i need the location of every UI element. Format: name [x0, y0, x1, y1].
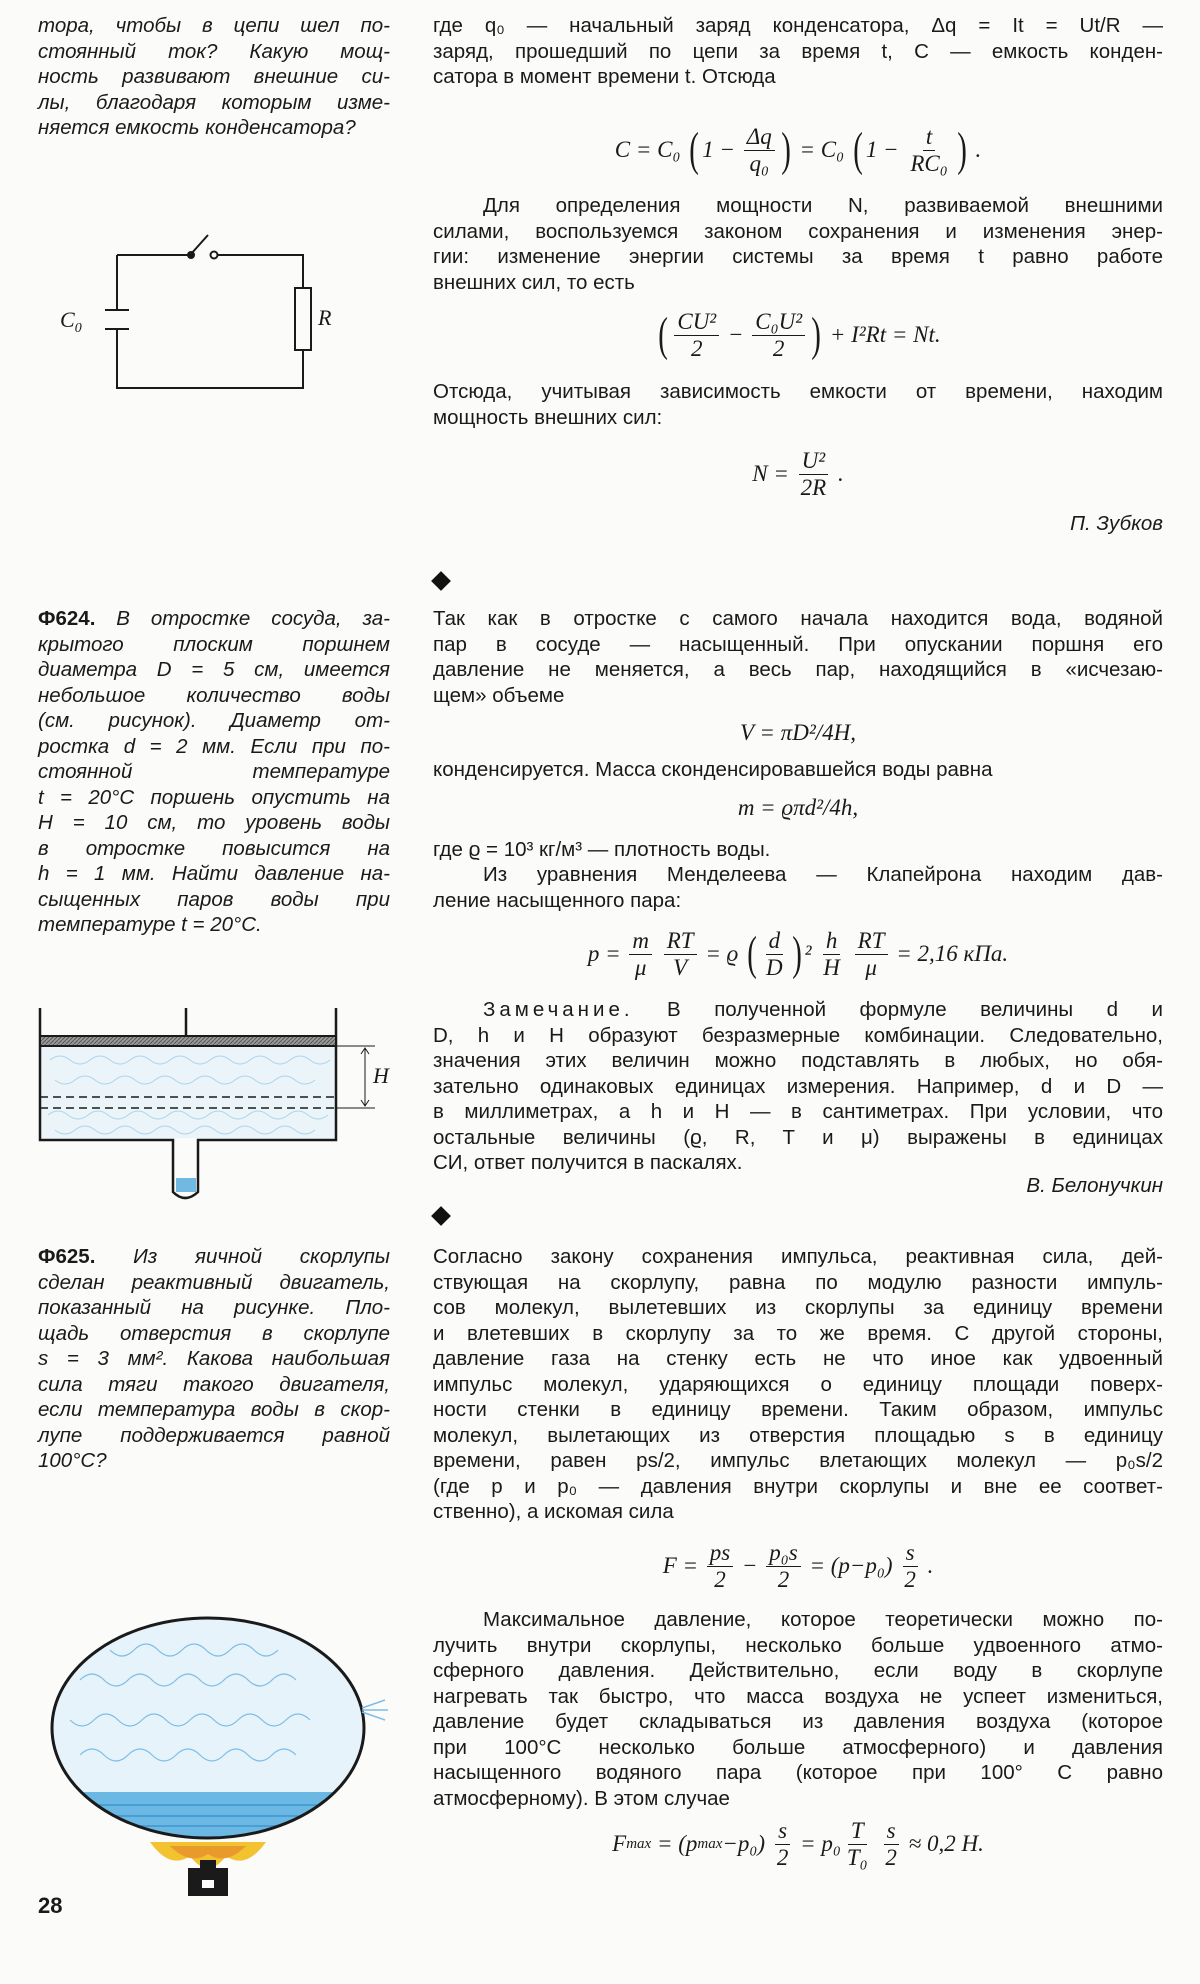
solution-f624-p1 — [433, 606, 1163, 708]
fraction-numerator: d — [766, 928, 784, 955]
line-text: нагревать так быстро, что масса воздуха не успеет измениться, — [433, 1684, 1163, 1708]
text-line — [38, 90, 390, 116]
formula-paren: ) — [791, 927, 802, 980]
formula-paren: ( — [658, 308, 669, 361]
line-text: 100°C? — [38, 1449, 107, 1472]
section-diamond-icon — [431, 1206, 451, 1226]
text-line — [433, 1607, 1163, 1633]
line-text: показанный на рисунке. Пло- — [38, 1296, 390, 1319]
formula-fraction — [820, 928, 843, 981]
formula-max-force — [433, 1816, 1163, 1872]
fraction-numerator: CU² — [674, 309, 719, 336]
line-text: где ϱ = 10³ кг/м³ — плотность воды. — [433, 838, 771, 861]
formula-fraction — [774, 1818, 792, 1871]
solution-f624-p4 — [433, 862, 1163, 913]
formula-text: + I²Rt = Nt. — [824, 322, 941, 347]
fraction-numerator: T — [848, 1818, 867, 1845]
line-text: D, h и H образуют безразмерные комбинации. Следовательно, — [433, 1023, 1163, 1047]
problem-f625 — [38, 1244, 390, 1474]
text-line — [38, 1448, 390, 1474]
text-line — [433, 39, 1163, 65]
line-text: стоянной температуре — [38, 760, 390, 783]
line-text: Отсюда, учитывая зависимость емкости от времени, находим — [433, 380, 1163, 403]
line-text: лы, благодаря которым изме- — [38, 90, 390, 114]
line-text: гии: изменение энергии системы за время t равно работе — [433, 245, 1163, 268]
formula-fraction — [844, 1818, 871, 1871]
text-line — [38, 115, 390, 141]
formula-paren: ( — [853, 123, 863, 176]
fraction-numerator: s — [903, 1540, 918, 1567]
formula-text: = (p−p₀) — [803, 1553, 899, 1578]
formula-fraction — [707, 1540, 733, 1593]
text-line — [433, 1786, 1163, 1812]
switch-pivot — [187, 251, 195, 259]
fraction-numerator: RT — [664, 928, 697, 955]
text-line — [433, 1397, 1163, 1423]
line-text: h = 1 мм. Найти давление на- — [38, 862, 390, 885]
text-line — [38, 1372, 390, 1398]
text-line — [433, 657, 1163, 683]
page-number: 28 — [38, 1893, 63, 1918]
formula-fraction — [798, 448, 830, 501]
text-line — [38, 759, 390, 785]
line-text: В полученной формуле величины d и — [633, 998, 1163, 1021]
formula-text: . — [969, 137, 982, 162]
fraction-denominator: μ — [865, 954, 877, 980]
note-label: Замечание. — [483, 998, 634, 1021]
line-text: лупе поддерживается равной — [38, 1423, 390, 1447]
fraction-denominator: μ — [634, 954, 647, 980]
formula-volume — [433, 718, 1163, 748]
formula-text: . — [832, 461, 844, 486]
formula-paren: ) — [811, 308, 821, 361]
line-text: крытого плоским поршнем — [38, 632, 390, 656]
text-line — [433, 1709, 1163, 1735]
text-line — [433, 64, 1163, 90]
author-belonuchkin: В. Белонучкин — [1026, 1174, 1163, 1197]
line-text: сатора в момент времени t. Отсюда — [433, 65, 776, 88]
line-text: В отростке сосуда, за- — [95, 607, 390, 630]
formula-paren: ) — [780, 123, 791, 176]
line-text: и влетевших в скорлупу за то же время. С другой стороны, — [433, 1321, 1163, 1345]
formula-text: F = — [662, 1553, 704, 1578]
text-line — [433, 1048, 1163, 1074]
water-in-tube — [176, 1178, 196, 1192]
text-line — [433, 1099, 1163, 1125]
line-text: значения этих величин можно подставлять в любых, но обя- — [433, 1049, 1163, 1072]
fraction-denominator: D — [766, 954, 783, 980]
fraction-denominator: 2 — [772, 335, 785, 361]
line-text: сыщенных паров воды при — [38, 887, 390, 911]
line-text: няется емкость конденсатора? — [38, 116, 356, 139]
formula-text: F — [612, 1831, 627, 1856]
line-text: сов молекул, вылетевших из скорлупы за единицу времени — [433, 1296, 1163, 1319]
vapor-fill — [40, 1046, 335, 1138]
formula-text: 1 − — [702, 137, 741, 162]
formula-fraction — [855, 928, 888, 981]
text-line — [38, 1346, 390, 1372]
line-text: давление будет складываться из давления воздуха (которое — [433, 1710, 1163, 1733]
line-text: при 100°C несколько больше атмосферного) и давления — [433, 1735, 1163, 1759]
line-text: температуре t = 20°C. — [38, 913, 262, 936]
text-line — [433, 1735, 1163, 1761]
line-text: если температура воды в скор- — [38, 1398, 390, 1421]
burner — [188, 1860, 228, 1896]
fraction-denominator: T₀ — [846, 1844, 868, 1870]
text-line — [38, 13, 390, 39]
line-text: ростка d = 2 мм. Если при по- — [38, 734, 390, 758]
line-text: насыщенного водяного пара (которое при 100° C равно — [433, 1761, 1163, 1784]
text-line — [38, 912, 390, 938]
formula-text: = p₀ — [794, 1831, 841, 1856]
fraction-denominator: 2R — [800, 474, 827, 500]
formula-text: ² — [804, 941, 818, 966]
line-text: щем» объеме — [433, 683, 565, 707]
line-text: молекул, вылетающих из отверстия площадью s в единицу — [433, 1423, 1163, 1447]
formula-fraction — [664, 928, 697, 981]
line-text: импульс молекул, ударяющихся о единицу площади поверх- — [433, 1372, 1163, 1396]
line-text: конденсируется. Масса сконденсировавшейся воды равна — [433, 758, 993, 781]
circuit-wires — [117, 255, 303, 388]
text-line — [38, 708, 390, 734]
line-text: ность развивают внешние си- — [38, 65, 390, 88]
fraction-numerator: Δq — [744, 124, 775, 151]
text-line — [433, 1074, 1163, 1100]
line-text: сила тяги такого двигателя, — [38, 1372, 390, 1396]
prev-solution-p3 — [433, 379, 1163, 430]
formula-text: = 2,16 кПа. — [890, 941, 1009, 966]
fraction-numerator: C₀U² — [752, 309, 805, 336]
line-text: давление не меняется, а весь пар, находящийся в «исчезаю- — [433, 658, 1163, 681]
formula-mass — [433, 793, 1163, 823]
fraction-numerator: ps — [707, 1540, 733, 1567]
prev-problem-text — [38, 13, 390, 141]
text-line — [433, 13, 1163, 39]
text-line — [433, 1474, 1163, 1500]
problem-f624 — [38, 606, 390, 938]
text-line — [38, 39, 390, 65]
formula-text — [655, 941, 661, 967]
fraction-denominator: V — [673, 954, 688, 980]
line-text: (где p и p₀ — давления внутри скорлупы и вне ее соответ- — [433, 1474, 1163, 1498]
switch-contact — [211, 252, 218, 259]
text-line — [38, 657, 390, 683]
fraction-denominator: H — [823, 954, 840, 980]
formula-text: ≈ 0,2 Н. — [902, 1831, 984, 1856]
fraction-numerator: U² — [799, 448, 829, 475]
solution-f624-note — [433, 997, 1163, 1176]
line-text: t = 20°C поршень опустить на — [38, 785, 390, 809]
author-zubkov: П. Зубков — [1070, 512, 1163, 535]
text-line — [433, 997, 1163, 1023]
text-line — [433, 1633, 1163, 1659]
fraction-numerator: s — [775, 1818, 790, 1845]
text-line — [38, 810, 390, 836]
text-line — [433, 1270, 1163, 1296]
formula-text: = ϱ — [699, 941, 745, 966]
formula-text: − — [722, 322, 750, 347]
line-text: щадь отверстия в скорлупе — [38, 1321, 390, 1345]
fraction-denominator: 2 — [885, 1844, 897, 1870]
fraction-denominator: 2 — [777, 1566, 790, 1592]
line-text: силами, воспользуемся законом сохранения и изменения энер- — [433, 219, 1163, 243]
text-line — [433, 683, 1163, 709]
line-text: ление насыщенного пара: — [433, 888, 682, 912]
line-text: давление газа на стенку есть не что иное как удвоенный — [433, 1347, 1163, 1370]
text-line — [433, 1346, 1163, 1372]
text-line — [433, 1499, 1163, 1525]
egg-engine-diagram — [40, 1610, 390, 1900]
line-text: Так как в отростке с самого начала находится вода, водяной — [433, 607, 1163, 630]
line-text: H = 10 см, то уровень воды — [38, 811, 390, 834]
fraction-numerator: p₀s — [766, 1540, 800, 1567]
line-text: пар в сосуде — насыщенный. При опускании поршня его — [433, 632, 1163, 656]
line-text: в отростке повысится на — [38, 836, 390, 860]
formula-force — [433, 1538, 1163, 1594]
line-text: где q₀ — начальный заряд конденсатора, Δq = It = Ut/R — — [433, 14, 1163, 37]
solution-f625-p2 — [433, 1607, 1163, 1811]
section-diamond-icon — [431, 571, 451, 591]
text-line — [38, 1270, 390, 1296]
text-line — [38, 887, 390, 913]
text-line — [38, 632, 390, 658]
resistor — [295, 288, 311, 350]
steam-jet — [362, 1700, 388, 1720]
problem-number: Ф625. — [38, 1245, 96, 1268]
text-line — [38, 836, 390, 862]
line-text: сделан реактивный двигатель, — [38, 1270, 390, 1294]
line-text: Из уравнения Менделеева — Клапейрона находим дав- — [483, 863, 1163, 886]
text-line — [38, 1244, 390, 1270]
formula-text — [874, 1831, 880, 1857]
line-text: s = 3 мм². Какова наибольшая — [38, 1347, 390, 1370]
formula-text: 1 − — [865, 137, 905, 162]
text-line — [433, 1448, 1163, 1474]
formula-paren: ) — [956, 123, 967, 176]
formula-text: = (p — [651, 1831, 698, 1856]
formula-energy — [433, 307, 1163, 363]
formula-text: m = ϱπd²/4h, — [737, 795, 859, 820]
text-line — [433, 1244, 1163, 1270]
fraction-denominator: q₀ — [749, 150, 769, 176]
text-line — [433, 837, 1163, 863]
text-line — [433, 405, 1163, 431]
formula-text: = C₀ — [793, 137, 850, 162]
text-line — [38, 1397, 390, 1423]
fraction-numerator: s — [884, 1818, 899, 1845]
line-text: сферного давления. Действительно, если воду в скорлупе — [433, 1659, 1163, 1682]
text-line — [433, 1423, 1163, 1449]
height-label: H — [373, 1063, 389, 1088]
fraction-denominator: 2 — [776, 1844, 789, 1870]
formula-capacitance — [433, 122, 1163, 178]
line-text: ности стенки в единицу времени. Таким образом, импульс — [433, 1398, 1163, 1421]
formula-text: − — [736, 1553, 764, 1578]
formula-text: p = — [587, 941, 627, 966]
line-text: диаметра D = 5 см, имеется — [38, 658, 390, 681]
text-line — [38, 785, 390, 811]
line-text: Максимальное давление, которое теоретически можно по- — [483, 1608, 1163, 1631]
formula-subscript: max — [626, 1835, 652, 1852]
text-line — [433, 244, 1163, 270]
line-text: Для определения мощности N, развиваемой внешними — [483, 194, 1163, 217]
text-line — [433, 862, 1163, 888]
formula-paren: ( — [747, 927, 757, 980]
text-line — [433, 1295, 1163, 1321]
formula-paren: ( — [689, 123, 700, 176]
text-line — [38, 734, 390, 760]
line-text: ственно), а искомая сила — [433, 1500, 674, 1523]
formula-fraction — [744, 124, 775, 177]
formula-text: N = — [752, 461, 795, 486]
text-line — [433, 1023, 1163, 1049]
line-text: ствующая на скорлупу, равна по модулю разности импуль- — [433, 1270, 1163, 1294]
formula-text: V = πD²/4H, — [740, 720, 856, 745]
text-line — [38, 1295, 390, 1321]
prev-solution-p2 — [433, 193, 1163, 295]
piston — [40, 1036, 336, 1046]
text-line — [433, 1658, 1163, 1684]
fraction-numerator: t — [923, 124, 935, 151]
formula-power — [433, 446, 1163, 502]
line-text: зательно одинаковых единицах измерения. Например, d и D — — [433, 1074, 1163, 1098]
text-line — [433, 379, 1163, 405]
text-line — [433, 1684, 1163, 1710]
formula-text: . — [921, 1553, 934, 1578]
line-text: СИ, ответ получится в паскалях. — [433, 1151, 743, 1174]
text-line — [38, 64, 390, 90]
line-text: Согласно закону сохранения импульса, реактивная сила, дей- — [433, 1245, 1163, 1268]
text-line — [433, 888, 1163, 914]
text-line — [433, 1125, 1163, 1151]
formula-fraction — [752, 309, 805, 362]
formula-pressure — [433, 926, 1163, 982]
formula-fraction — [763, 928, 786, 981]
fraction-numerator: h — [823, 928, 841, 955]
fraction-denominator: 2 — [714, 1566, 726, 1592]
fraction-denominator: RC₀ — [910, 150, 948, 176]
solution-f625-p1 — [433, 1244, 1163, 1525]
vessel-diagram — [30, 1000, 400, 1205]
fraction-denominator: 2 — [691, 335, 703, 361]
line-text: внешних сил, то есть — [433, 270, 635, 294]
formula-text: −p₀) — [722, 1831, 771, 1856]
formula-fraction — [674, 309, 719, 362]
text-line — [433, 757, 1163, 783]
line-text: стоянный ток? Какую мощ- — [38, 39, 390, 63]
formula-fraction — [766, 1540, 800, 1593]
text-line — [433, 1150, 1163, 1176]
text-line — [38, 683, 390, 709]
capacitor-label: $C_0$ — [60, 307, 82, 336]
line-text: тора, чтобы в цепи шел по- — [38, 14, 390, 37]
text-line — [433, 193, 1163, 219]
fraction-numerator: m — [629, 928, 652, 955]
resistor-label: R — [318, 305, 332, 330]
line-text: атмосферному). В этом случае — [433, 1786, 730, 1810]
formula-fraction — [629, 928, 652, 981]
circuit-diagram — [60, 225, 340, 400]
text-line — [433, 1321, 1163, 1347]
text-line — [433, 219, 1163, 245]
formula-fraction — [907, 124, 950, 177]
text-line — [433, 1372, 1163, 1398]
line-text: времени, равен ps/2, импульс влетающих молекул — p₀s/2 — [433, 1449, 1163, 1472]
text-line — [38, 1423, 390, 1449]
solution-f624-p3 — [433, 837, 1163, 863]
text-line — [38, 606, 390, 632]
prev-solution-p1 — [433, 13, 1163, 90]
fraction-denominator: 2 — [904, 1566, 916, 1592]
formula-subscript: max — [697, 1835, 723, 1852]
line-text: остальные величины (ϱ, R, T и μ) выражены в единицах — [433, 1125, 1163, 1149]
formula-text: C = C₀ — [614, 137, 687, 162]
line-text: мощность внешних сил: — [433, 405, 663, 429]
text-line — [433, 1760, 1163, 1786]
line-text: (см. рисунок). Диаметр от- — [38, 709, 390, 732]
switch-lever — [191, 235, 208, 254]
formula-text — [846, 941, 852, 967]
text-line — [433, 270, 1163, 296]
line-text: в миллиметрах, а h и H — в сантиметрах. При условии, что — [433, 1100, 1163, 1123]
text-line — [433, 606, 1163, 632]
line-text: лучить внутри скорлупы, несколько больше удвоенного атмо- — [433, 1633, 1163, 1657]
fraction-numerator: RT — [855, 928, 888, 955]
problem-number: Ф624. — [38, 607, 96, 630]
solution-f624-p2 — [433, 757, 1163, 783]
line-text: небольшое количество воды — [38, 683, 390, 707]
text-line — [38, 861, 390, 887]
formula-fraction — [901, 1540, 919, 1593]
line-text: Из яичной скорлупы — [95, 1245, 390, 1268]
text-line — [433, 632, 1163, 658]
formula-fraction — [882, 1818, 900, 1871]
text-line — [38, 1321, 390, 1347]
line-text: заряд, прошедший по цепи за время t, C — емкость конден- — [433, 39, 1163, 63]
